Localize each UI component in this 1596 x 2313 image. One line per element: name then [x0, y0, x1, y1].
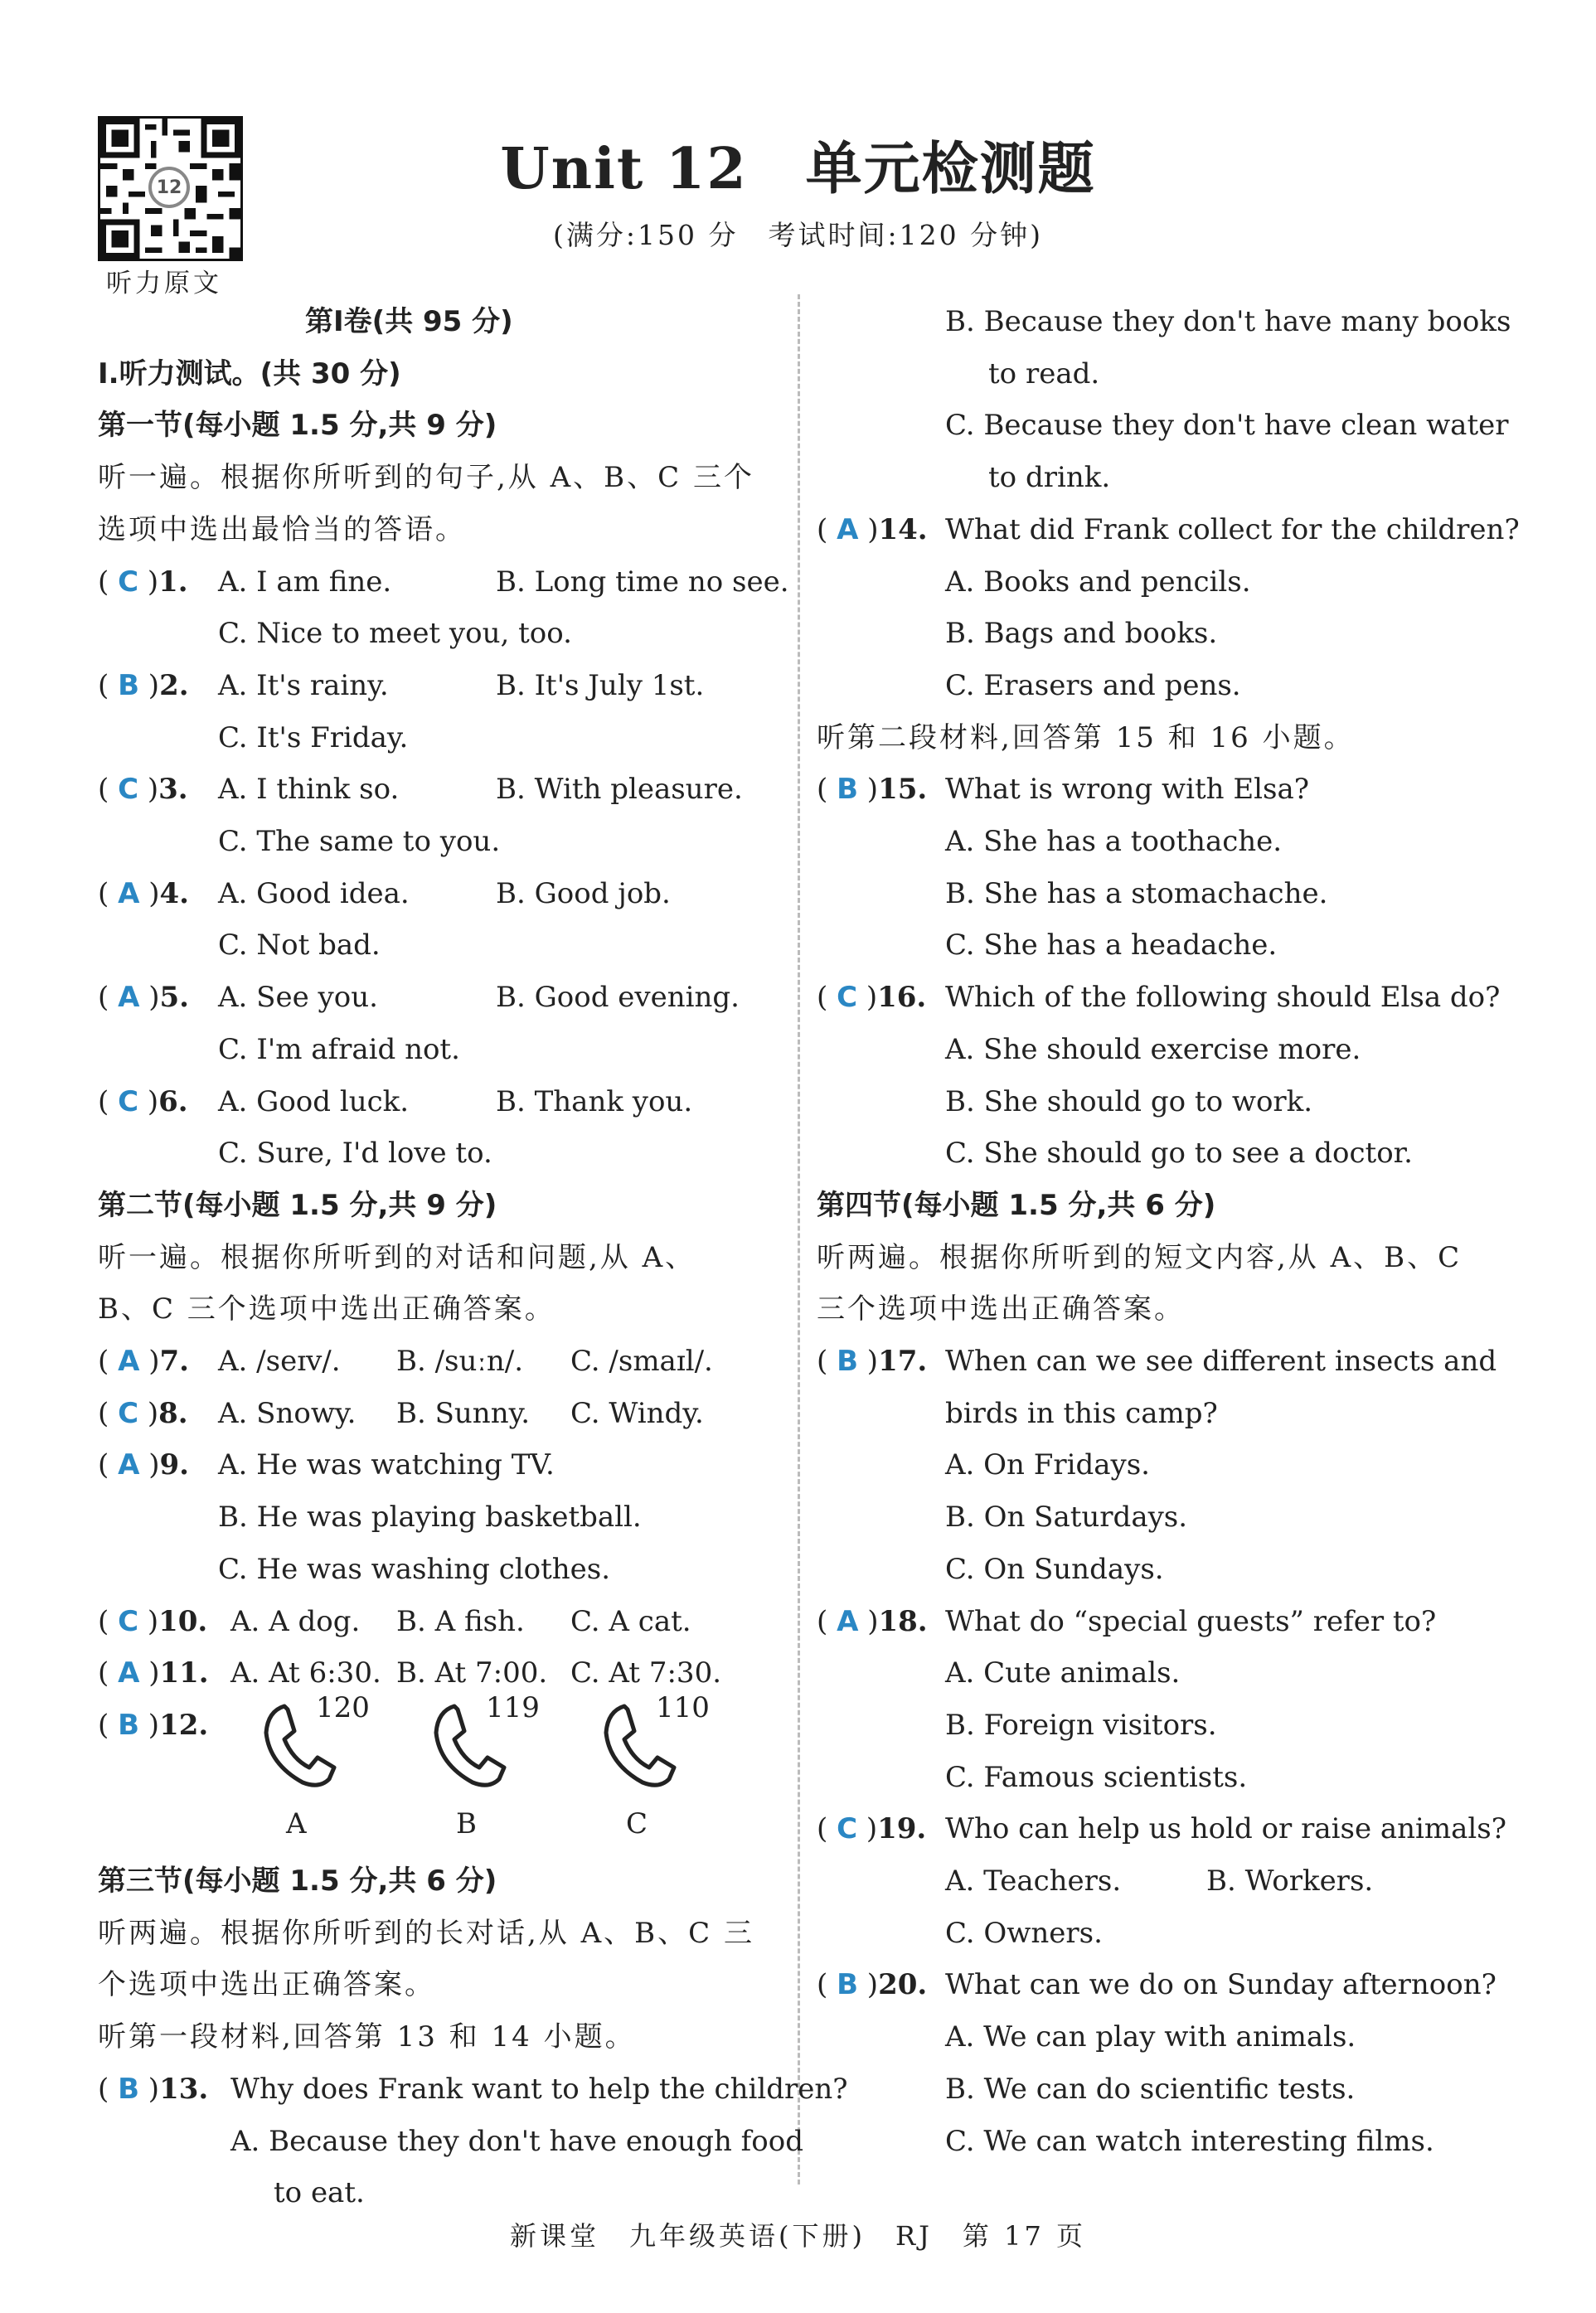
- column-divider: [798, 294, 800, 2184]
- answer-group: [817, 773, 927, 806]
- option-text: A. It's rainy.: [218, 668, 389, 702]
- option-text: A. He was watching TV.: [218, 1448, 555, 1482]
- answer-group: [98, 1085, 188, 1118]
- answer-group: [98, 773, 188, 806]
- paren-close: ): [139, 2072, 160, 2106]
- option-text: C. Because they don't have clean water: [945, 409, 1509, 443]
- answer-letter: C: [837, 1812, 858, 1846]
- answer-letter: C: [118, 1604, 139, 1638]
- answer-group: [817, 981, 926, 1014]
- option-text: C. Famous scientists.: [945, 1760, 1248, 1794]
- question-number: 7.: [159, 1345, 189, 1378]
- option-text: A. Good idea.: [218, 876, 410, 910]
- answer-group: [98, 1397, 188, 1430]
- question-number: 5.: [159, 981, 189, 1015]
- option-text: C. /smaɪl/.: [570, 1345, 713, 1378]
- option-text: C. Erasers and pens.: [945, 668, 1241, 702]
- answer-letter: C: [118, 773, 139, 807]
- phone-option-letter: C: [626, 1807, 648, 1840]
- option-text: Why does Frank want to help the children?: [230, 2072, 848, 2106]
- question-number: 16.: [877, 981, 927, 1015]
- phone-option-letter: A: [286, 1807, 307, 1840]
- option-text: Which of the following should Elsa do?: [945, 981, 1501, 1015]
- paren-close: ): [138, 1604, 159, 1638]
- option-text: A. I am fine.: [218, 565, 392, 599]
- answer-group: [817, 1968, 927, 2001]
- paren-open: (: [817, 1812, 837, 1846]
- text-line: [98, 1917, 754, 1950]
- answer-group: [98, 1605, 207, 1638]
- answer-group: [98, 2073, 208, 2106]
- text-line: [98, 357, 401, 390]
- option-text: What is wrong with Elsa?: [945, 773, 1309, 807]
- question-number: 8.: [158, 1396, 188, 1430]
- text-line: [98, 409, 497, 442]
- option-text: B. Good job.: [496, 876, 671, 910]
- instruction-text: 三个选项中选出正确答案。: [817, 1292, 1185, 1326]
- option-text: A. /seɪv/.: [218, 1345, 341, 1378]
- option-text: A. I think so.: [218, 773, 400, 807]
- question-number: 17.: [878, 1345, 928, 1378]
- question-number: 19.: [877, 1812, 927, 1846]
- paren-close: ): [857, 981, 878, 1015]
- answer-letter: A: [118, 1448, 140, 1482]
- question-number: 3.: [158, 773, 188, 807]
- answer-group: [817, 513, 928, 546]
- paren-close: ): [858, 1345, 879, 1378]
- text-line: [817, 721, 1355, 754]
- instruction-text: 听一遍。根据你所听到的句子,从 A、B、C 三个: [98, 461, 754, 495]
- answer-group: [98, 565, 188, 599]
- answer-letter: B: [837, 1345, 858, 1378]
- paren-close: ): [139, 981, 160, 1015]
- option-text: C. A cat.: [570, 1604, 691, 1638]
- text-line: [98, 461, 754, 494]
- paren-open: (: [817, 1968, 837, 2002]
- option-text: What can we do on Sunday afternoon?: [945, 1968, 1497, 2002]
- section-heading: 第一节(每小题 1.5 分,共 9 分): [98, 409, 497, 443]
- answer-group: [98, 1448, 189, 1481]
- option-text: C. I'm afraid not.: [218, 1032, 460, 1066]
- paren-open: (: [98, 1084, 119, 1118]
- text-line: [98, 513, 466, 546]
- instruction-text: 听两遍。根据你所听到的长对话,从 A、B、C 三: [98, 1916, 754, 1950]
- paren-open: (: [98, 876, 119, 910]
- option-text: B. Good evening.: [496, 981, 740, 1015]
- option-text: C. Not bad.: [218, 929, 381, 963]
- text-line: [98, 1292, 555, 1326]
- option-text: B. Thank you.: [496, 1084, 693, 1118]
- instruction-text: 个选项中选出正确答案。: [98, 1968, 435, 2002]
- paren-close: ): [858, 512, 879, 546]
- paren-open: (: [98, 668, 119, 702]
- option-text: B. We can do scientific tests.: [945, 2072, 1356, 2106]
- paren-open: (: [98, 2072, 119, 2106]
- option-text: B. Workers.: [1206, 1864, 1374, 1898]
- option-text: C. On Sundays.: [945, 1552, 1164, 1586]
- page-title: Unit 12 单元检测题: [500, 136, 1096, 202]
- paren-close: ): [858, 1604, 879, 1638]
- answer-group: [98, 1345, 189, 1378]
- option-text: A. See you.: [218, 981, 378, 1015]
- answer-group: [98, 1656, 209, 1690]
- instruction-text: 听第二段材料,回答第 15 和 16 小题。: [817, 720, 1355, 754]
- option-text: B. She should go to work.: [945, 1084, 1313, 1118]
- answer-letter: C: [837, 981, 858, 1015]
- option-text: C. She has a headache.: [945, 929, 1278, 963]
- answer-letter: B: [118, 668, 139, 702]
- option-text: to read.: [988, 356, 1100, 390]
- answer-group: [98, 877, 189, 910]
- paren-close: ): [138, 565, 159, 599]
- paren-open: (: [98, 1708, 119, 1742]
- answer-letter: B: [837, 773, 858, 807]
- option-text: A. On Fridays.: [945, 1448, 1150, 1482]
- answer-letter: A: [118, 876, 140, 910]
- qr-badge: 12: [148, 167, 190, 208]
- option-text: C. Nice to meet you, too.: [218, 617, 572, 651]
- section-heading: 第Ⅰ卷(共 95 分): [305, 305, 513, 338]
- option-text: C. At 7:30.: [570, 1656, 722, 1690]
- phone-number: 120: [316, 1691, 370, 1724]
- option-text: C. Sure, I'd love to.: [218, 1137, 492, 1171]
- option-text: to drink.: [988, 461, 1111, 495]
- option-text: B. Long time no see.: [496, 565, 789, 599]
- option-text: C. Owners.: [945, 1916, 1103, 1950]
- option-text: C. She should go to see a doctor.: [945, 1137, 1413, 1171]
- answer-group: [98, 981, 189, 1014]
- option-text: A. A dog.: [230, 1604, 361, 1638]
- answer-group: [98, 669, 189, 702]
- answer-group: [817, 1812, 926, 1845]
- paren-close: ): [139, 668, 160, 702]
- text-line: [98, 1189, 497, 1222]
- paren-open: (: [817, 981, 837, 1015]
- phone-option: [599, 1691, 724, 1840]
- question-number: 4.: [159, 876, 189, 910]
- text-line: [98, 1864, 497, 1898]
- paren-open: (: [817, 1604, 837, 1638]
- text-line: [98, 1241, 696, 1274]
- answer-letter: A: [118, 1345, 140, 1378]
- paren-open: (: [98, 981, 119, 1015]
- instruction-text: 听第一段材料,回答第 13 和 14 小题。: [98, 2020, 636, 2054]
- question-number: 2.: [159, 668, 189, 702]
- option-text: B. A fish.: [396, 1604, 525, 1638]
- phone-number: 119: [486, 1691, 540, 1724]
- option-text: A. Books and pencils.: [945, 565, 1251, 599]
- option-text: C. He was washing clothes.: [218, 1552, 611, 1586]
- answer-letter: C: [118, 1396, 139, 1430]
- option-text: A. Good luck.: [218, 1084, 410, 1118]
- option-text: C. Windy.: [570, 1396, 704, 1430]
- answer-letter: C: [118, 1084, 139, 1118]
- answer-group: [817, 1345, 927, 1378]
- answer-letter: B: [118, 1708, 139, 1742]
- option-text: A. Cute animals.: [945, 1656, 1181, 1690]
- instruction-text: B、C 三个选项中选出正确答案。: [98, 1292, 555, 1326]
- text-line: [817, 1241, 1462, 1274]
- instruction-text: 选项中选出最恰当的答语。: [98, 512, 466, 546]
- phone-number: 110: [656, 1691, 710, 1724]
- paren-open: (: [817, 512, 837, 546]
- option-text: C. The same to you.: [218, 825, 501, 858]
- phone-option: [260, 1691, 384, 1840]
- paren-open: (: [98, 1448, 119, 1482]
- paren-close: ): [858, 773, 879, 807]
- paren-close: ): [138, 1396, 159, 1430]
- section-heading: 第三节(每小题 1.5 分,共 6 分): [98, 1864, 497, 1898]
- question-number: 11.: [159, 1656, 209, 1690]
- option-text: B. With pleasure.: [496, 773, 743, 807]
- paren-close: ): [138, 773, 159, 807]
- page-footer: 新课堂 九年级英语(下册) RJ 第 17 页: [510, 2220, 1086, 2252]
- question-number: 10.: [158, 1604, 208, 1638]
- option-text: B. Foreign visitors.: [945, 1708, 1217, 1742]
- page-subtitle: (满分:150 分 考试时间:120 分钟): [553, 219, 1043, 251]
- paren-open: (: [98, 565, 119, 599]
- option-text: B. It's July 1st.: [496, 668, 705, 702]
- option-text: What do “special guests” refer to?: [945, 1604, 1437, 1638]
- option-text: A. Teachers.: [945, 1864, 1122, 1898]
- question-number: 18.: [878, 1604, 928, 1638]
- paren-close: ): [139, 1345, 160, 1378]
- paren-close: ): [139, 1708, 160, 1742]
- answer-letter: A: [837, 1604, 859, 1638]
- paren-close: ): [139, 876, 160, 910]
- option-text: What did Frank collect for the children?: [945, 512, 1520, 546]
- option-text: A. We can play with animals.: [945, 2020, 1356, 2054]
- qr-label: 听力原文: [106, 269, 222, 298]
- question-number: 15.: [878, 773, 928, 807]
- option-text: Who can help us hold or raise animals?: [945, 1812, 1506, 1846]
- paren-open: (: [98, 1656, 119, 1690]
- option-text: B. Sunny.: [396, 1396, 531, 1430]
- option-text: to eat.: [274, 2176, 365, 2210]
- question-number: 12.: [159, 1708, 209, 1742]
- option-text: A. Snowy.: [218, 1396, 357, 1430]
- option-text: B. Because they don't have many books: [945, 305, 1511, 338]
- option-text: A. She has a toothache.: [945, 825, 1283, 858]
- text-line: [98, 1968, 435, 2001]
- paren-close: ): [857, 1812, 878, 1846]
- option-text: birds in this camp?: [945, 1396, 1218, 1430]
- question-number: 20.: [878, 1968, 928, 2002]
- section-heading: 第二节(每小题 1.5 分,共 9 分): [98, 1188, 497, 1222]
- paren-open: (: [98, 773, 119, 807]
- question-number: 1.: [158, 565, 188, 599]
- text-line: [98, 305, 513, 338]
- option-text: B. /suːn/.: [396, 1345, 524, 1378]
- section-heading: 第四节(每小题 1.5 分,共 6 分): [817, 1188, 1216, 1222]
- option-text: A. She should exercise more.: [945, 1032, 1361, 1066]
- option-text: B. On Saturdays.: [945, 1501, 1188, 1535]
- paren-open: (: [817, 773, 837, 807]
- option-text: C. It's Friday.: [218, 720, 409, 754]
- paren-open: (: [817, 1345, 837, 1378]
- question-number: 14.: [878, 512, 928, 546]
- option-text: C. We can watch interesting films.: [945, 2124, 1434, 2158]
- answer-letter: A: [118, 1656, 140, 1690]
- paren-open: (: [98, 1345, 119, 1378]
- option-text: B. She has a stomachache.: [945, 876, 1328, 910]
- phone-option: [429, 1691, 554, 1840]
- text-line: [98, 2020, 636, 2054]
- answer-group: [98, 1709, 208, 1742]
- option-text: B. He was playing basketball.: [218, 1501, 642, 1535]
- question-number: 9.: [159, 1448, 189, 1482]
- paren-close: ): [139, 1448, 160, 1482]
- option-text: A. Because they don't have enough food: [230, 2124, 803, 2158]
- paren-close: ): [139, 1656, 160, 1690]
- section-heading: Ⅰ.听力测试。(共 30 分): [98, 356, 401, 390]
- paren-open: (: [98, 1604, 119, 1638]
- paren-close: ): [138, 1084, 159, 1118]
- paren-close: ): [858, 1968, 879, 2002]
- answer-group: [817, 1605, 928, 1638]
- answer-letter: C: [118, 565, 139, 599]
- answer-letter: A: [118, 981, 140, 1015]
- answer-letter: A: [837, 512, 859, 546]
- text-line: [817, 1292, 1185, 1326]
- answer-letter: B: [837, 1968, 858, 2002]
- question-number: 13.: [159, 2072, 209, 2106]
- option-text: B. Bags and books.: [945, 617, 1218, 651]
- text-line: [817, 1189, 1215, 1222]
- question-number: 6.: [158, 1084, 188, 1118]
- instruction-text: 听两遍。根据你所听到的短文内容,从 A、B、C: [817, 1240, 1463, 1274]
- instruction-text: 听一遍。根据你所听到的对话和问题,从 A、: [98, 1240, 696, 1274]
- phone-option-letter: B: [456, 1807, 477, 1840]
- answer-letter: B: [118, 2072, 139, 2106]
- option-text: When can we see different insects and: [945, 1345, 1497, 1378]
- paren-open: (: [98, 1396, 119, 1430]
- option-text: B. At 7:00.: [396, 1656, 548, 1690]
- option-text: A. At 6:30.: [230, 1656, 381, 1690]
